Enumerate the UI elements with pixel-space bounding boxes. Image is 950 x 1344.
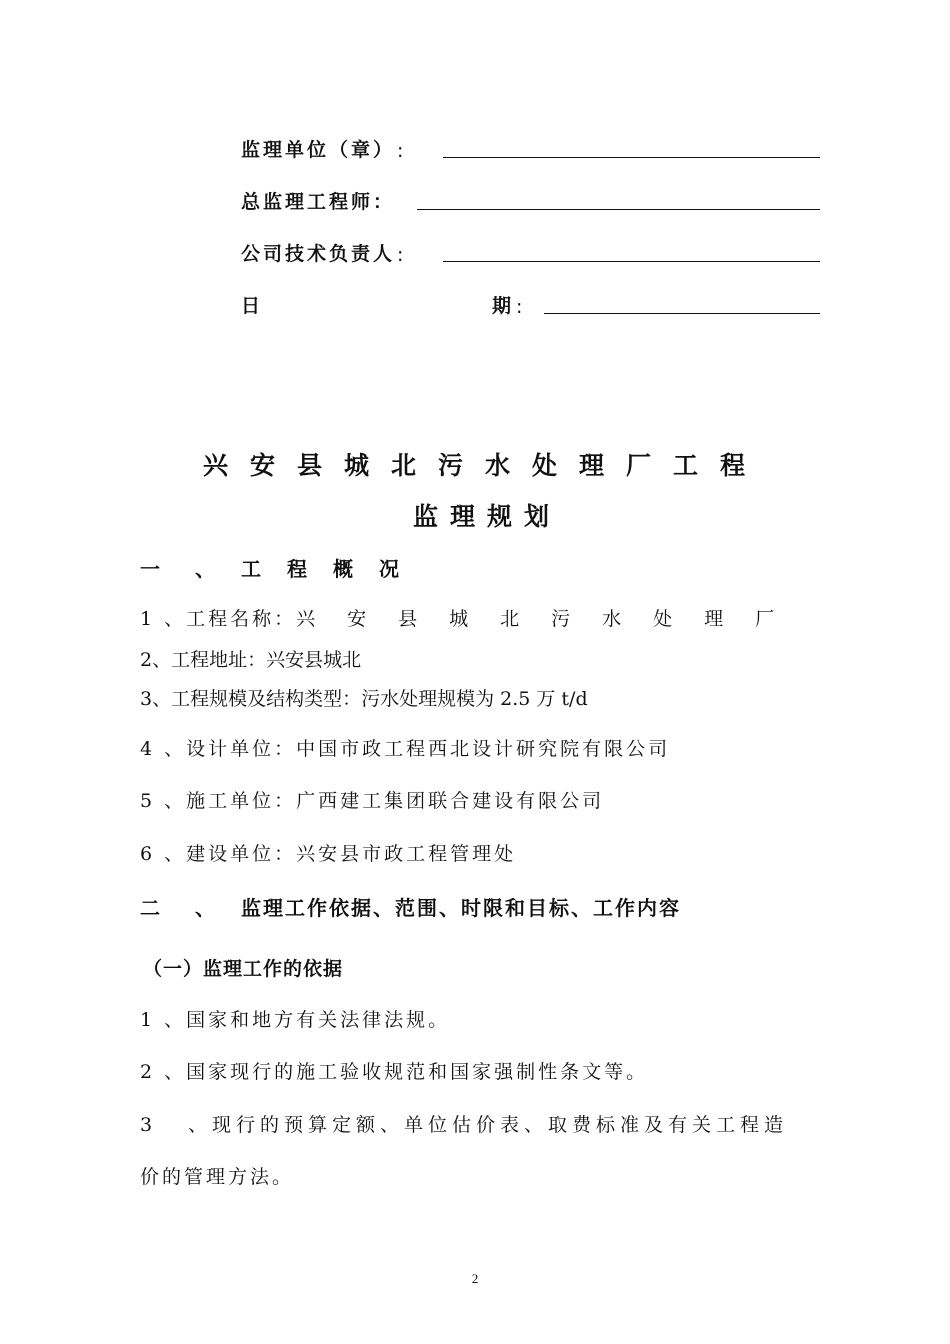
date-signature-line (544, 313, 820, 314)
date-label-left: 日 (241, 295, 264, 317)
chief-engineer-label: 总监理工程师： (241, 191, 396, 213)
section-2-number: 二 (140, 896, 160, 920)
item-design-unit: 4 、设计单位：中国市政工程西北设计研究院有限公司 (140, 738, 671, 760)
subsection-1-heading: （一）监理工作的依据 (143, 958, 344, 980)
colon: : (397, 244, 404, 266)
basis-item-3-text: 、现行的预算定额、单位估价表、取费标准及有关工程造 (188, 1114, 789, 1136)
date-row-right (492, 288, 522, 318)
section-1-number: 一 (140, 557, 160, 581)
section-2-title: 监理工作依据、范围、时限和目标、工作内容 (241, 896, 681, 920)
tech-director-signature-line (443, 261, 820, 262)
section-1-heading (140, 553, 425, 582)
project-title: 兴安县城北污水处理厂工程 (202, 451, 767, 480)
section-2-separator: 、 (195, 896, 215, 920)
tech-director-row (241, 236, 403, 266)
section-1-separator: 、 (195, 557, 215, 581)
item-owner-unit: 6 、建设单位：兴安县市政工程管理处 (140, 843, 517, 865)
supervision-unit-row (241, 132, 403, 162)
basis-item-3-continued: 价的管理方法。 (140, 1166, 295, 1188)
item-construction-unit: 5 、施工单位：广西建工集团联合建设有限公司 (140, 790, 605, 812)
colon: : (397, 140, 404, 162)
item-project-address: 2、工程地址：兴安县城北 (140, 649, 362, 671)
chief-engineer-row (241, 184, 395, 214)
basis-item-3 (140, 1110, 788, 1137)
item-project-name-value: 兴安县城北污水处理厂 (296, 608, 807, 630)
page-number: 2 (471, 1271, 479, 1286)
basis-item-2: 2 、国家现行的施工验收规范和国家强制性条文等。 (140, 1061, 649, 1083)
basis-item-1: 1 、国家和地方有关法律法规。 (140, 1009, 451, 1031)
item-project-name (140, 604, 806, 631)
section-1-title: 工程概况 (241, 557, 425, 581)
item-project-scale: 3、工程规模及结构类型：污水处理规模为 2.5 万 t/d (140, 688, 588, 710)
item-project-name-label: 1 、工程名称： (140, 608, 297, 630)
section-2-heading (140, 892, 681, 921)
date-row (241, 288, 263, 318)
supervision-unit-signature-line (443, 157, 820, 158)
chief-engineer-signature-line (417, 209, 820, 210)
supervision-unit-label: 监理单位（章） (241, 139, 396, 161)
document-title: 监理规划 (412, 502, 561, 531)
colon: : (516, 296, 523, 318)
date-label-right: 期 (492, 295, 515, 317)
basis-item-3-number: 3 (140, 1114, 158, 1136)
tech-director-label: 公司技术负责人 (241, 243, 396, 265)
